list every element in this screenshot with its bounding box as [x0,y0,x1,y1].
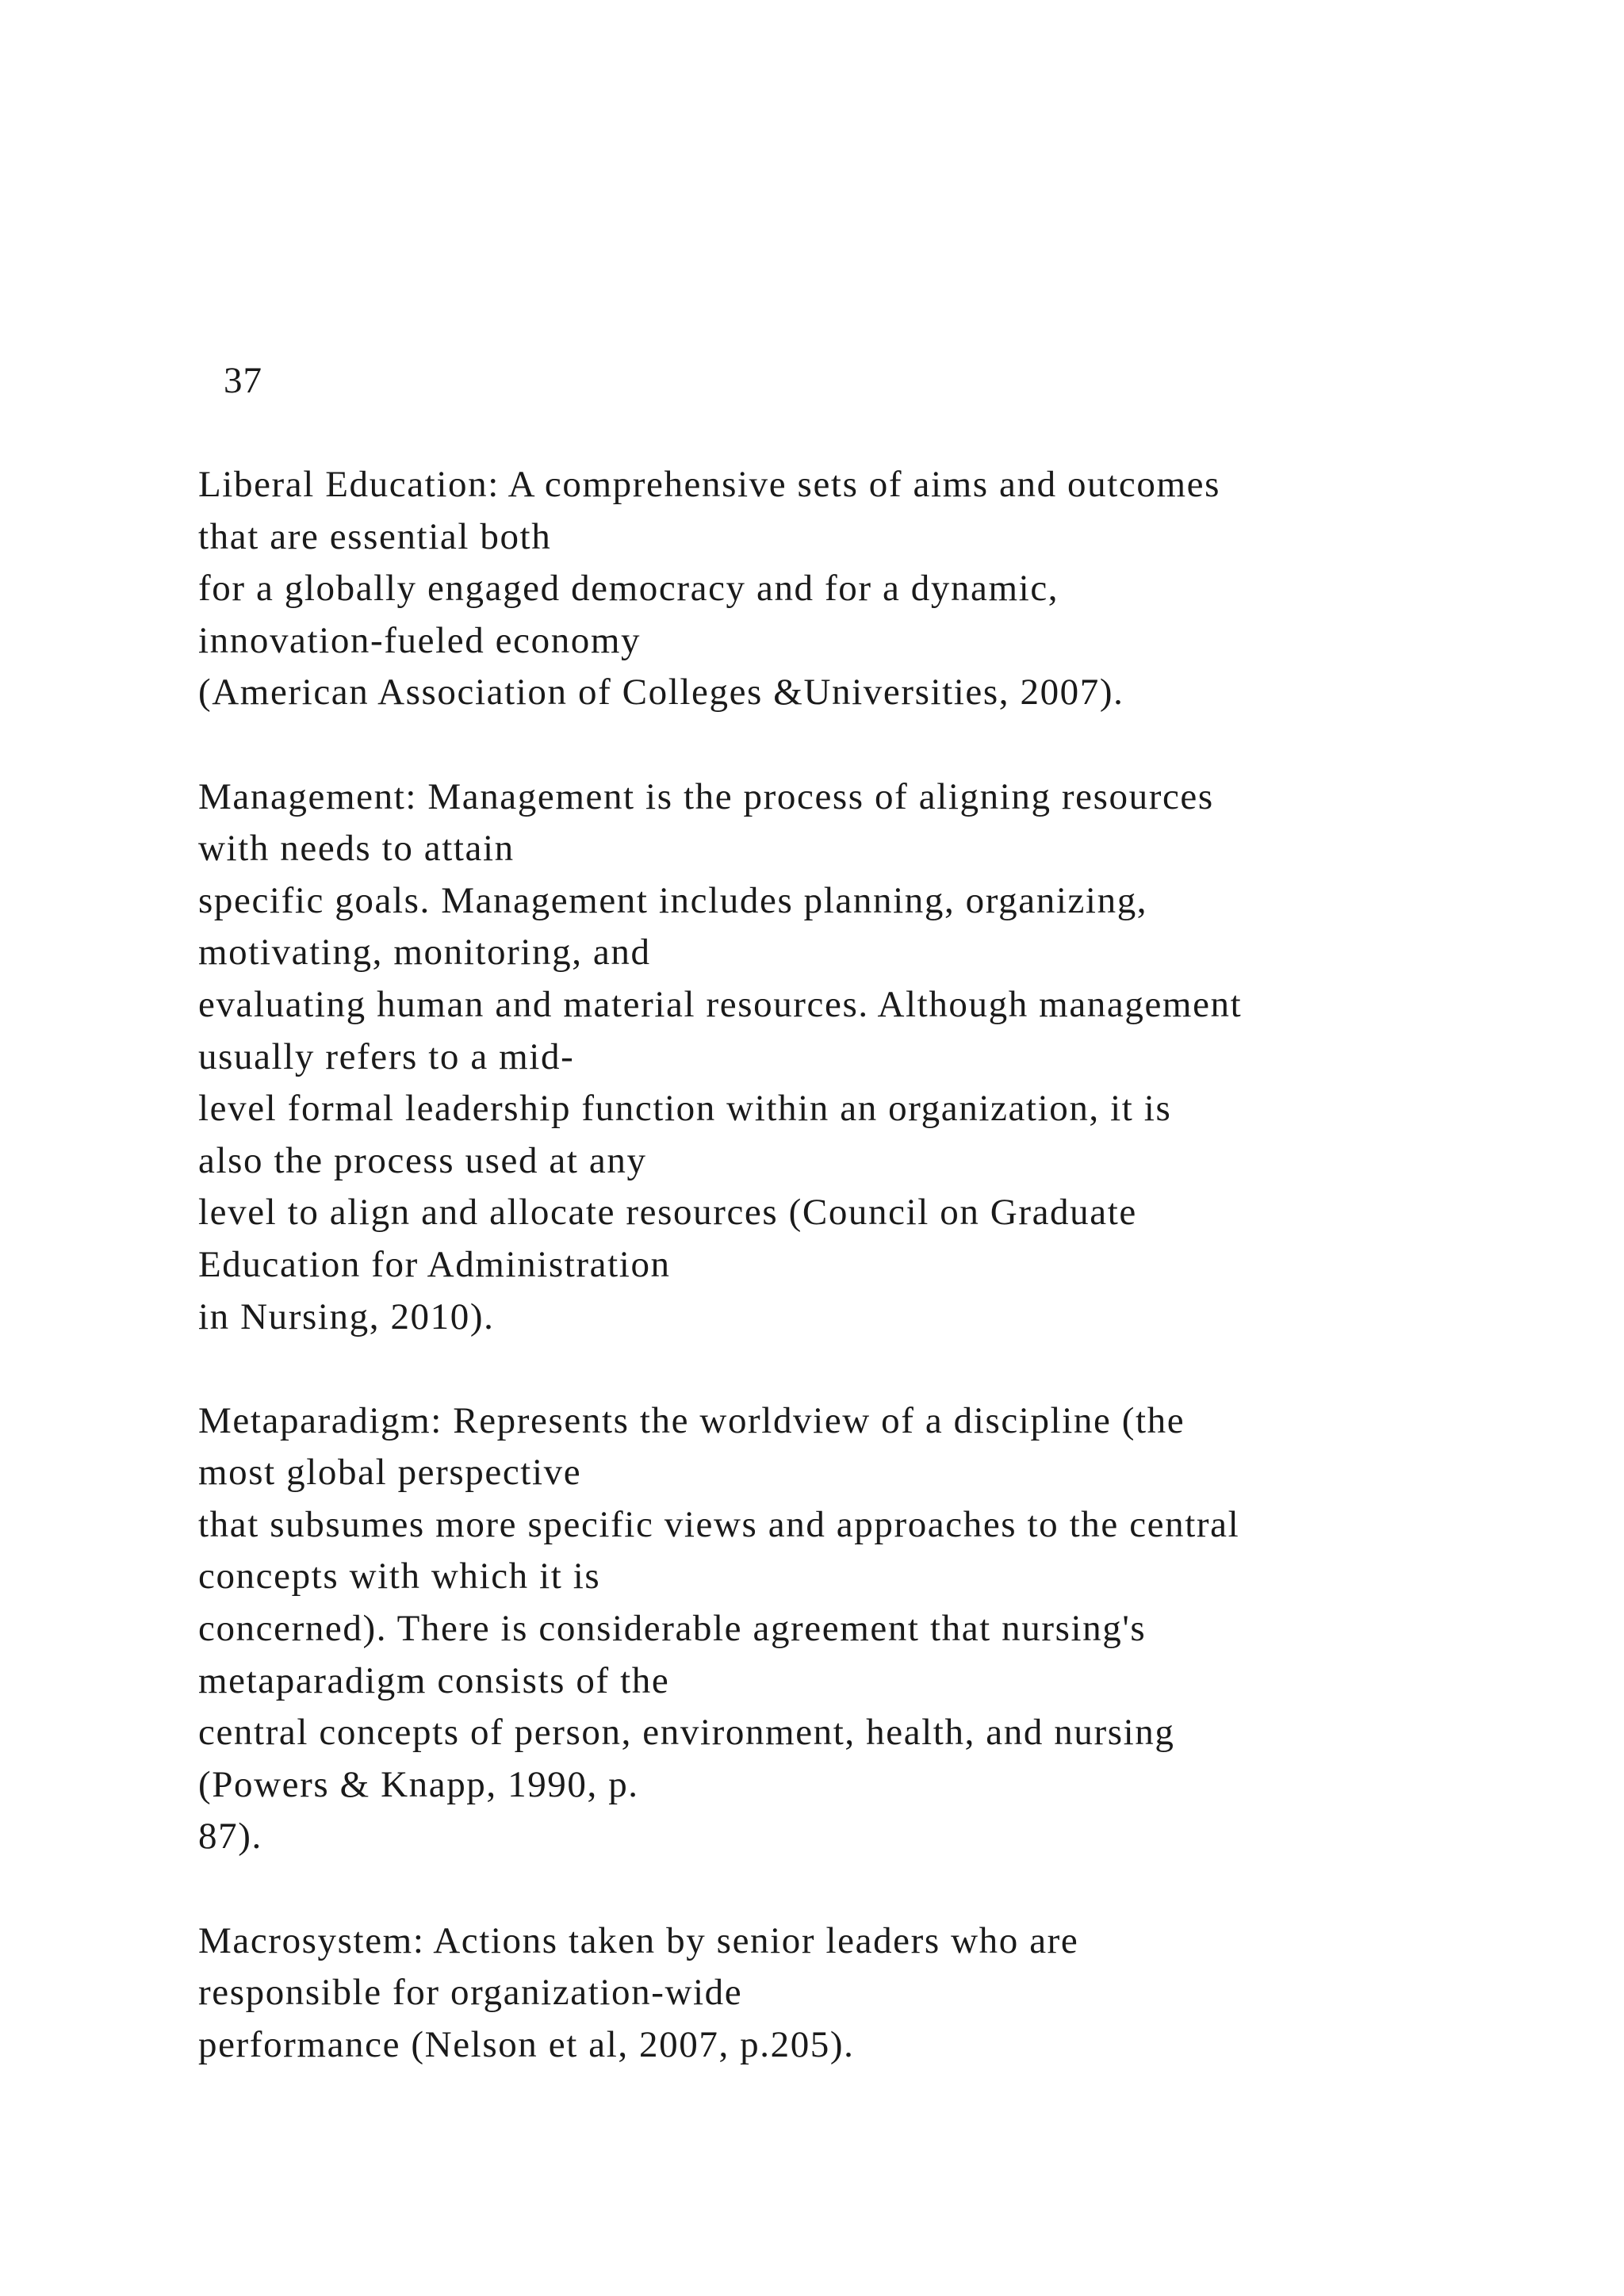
text-line: with needs to attain [198,828,515,870]
text-line: Education for Administration [198,1243,671,1285]
entry-macrosystem [198,1915,1618,2072]
text-line: innovation-fueled economy [198,619,642,661]
paragraph-gap [198,719,1618,771]
text-line: central concepts of person, environment, health, and nursing [198,1712,1175,1754]
text-line: usually refers to a mid- [198,1035,575,1077]
text-line: Management: Management is the process of aligning resources [198,775,1214,817]
text-line: for a globally engaged democracy and for a dynamic, [198,568,1059,610]
text-line: Macrosystem: Actions taken by senior leaders who are [198,1919,1079,1961]
text-line: in Nursing, 2010). [198,1295,495,1337]
text-line: level to align and allocate resources (Council on Graduate [198,1192,1137,1234]
text-line: concerned). There is considerable agreement that nursing's [198,1608,1147,1650]
text-line: Metaparadigm: Represents the worldview of a discipline (the [198,1399,1185,1441]
text-line: Liberal Education: A comprehensive sets of aims and outcomes [198,464,1220,505]
text-line: performance (Nelson et al, 2007, p.205). [198,2023,855,2065]
text-line: (Powers & Knapp, 1990, p. [198,1763,639,1805]
text-line: that are essential both [198,515,552,557]
text-line: level formal leadership function within an organization, it is [198,1088,1172,1130]
text-line: concepts with which it is [198,1556,601,1598]
body-text [198,459,1618,2071]
text-line: also the process used at any [198,1139,647,1181]
paragraph-gap [198,1863,1618,1915]
text-line: evaluating human and material resources. Although management [198,983,1243,1025]
text-line: specific goals. Management includes planning, organizing, [198,879,1148,921]
text-line: metaparadigm consists of the [198,1659,670,1701]
text-line: responsible for organization-wide [198,1972,743,2014]
paragraph-gap [198,1343,1618,1395]
page-number: 37 [224,360,262,401]
entry-metaparadigm [198,1395,1618,1863]
text-line: 87). [198,1816,262,1858]
entry-management [198,771,1618,1344]
text-line: that subsumes more specific views and approaches to the central [198,1503,1240,1545]
text-line: most global perspective [198,1452,582,1494]
entry-liberal-education [198,459,1618,719]
text-line: motivating, monitoring, and [198,932,651,974]
text-line: (American Association of Colleges &Universities, 2007). [198,672,1124,714]
